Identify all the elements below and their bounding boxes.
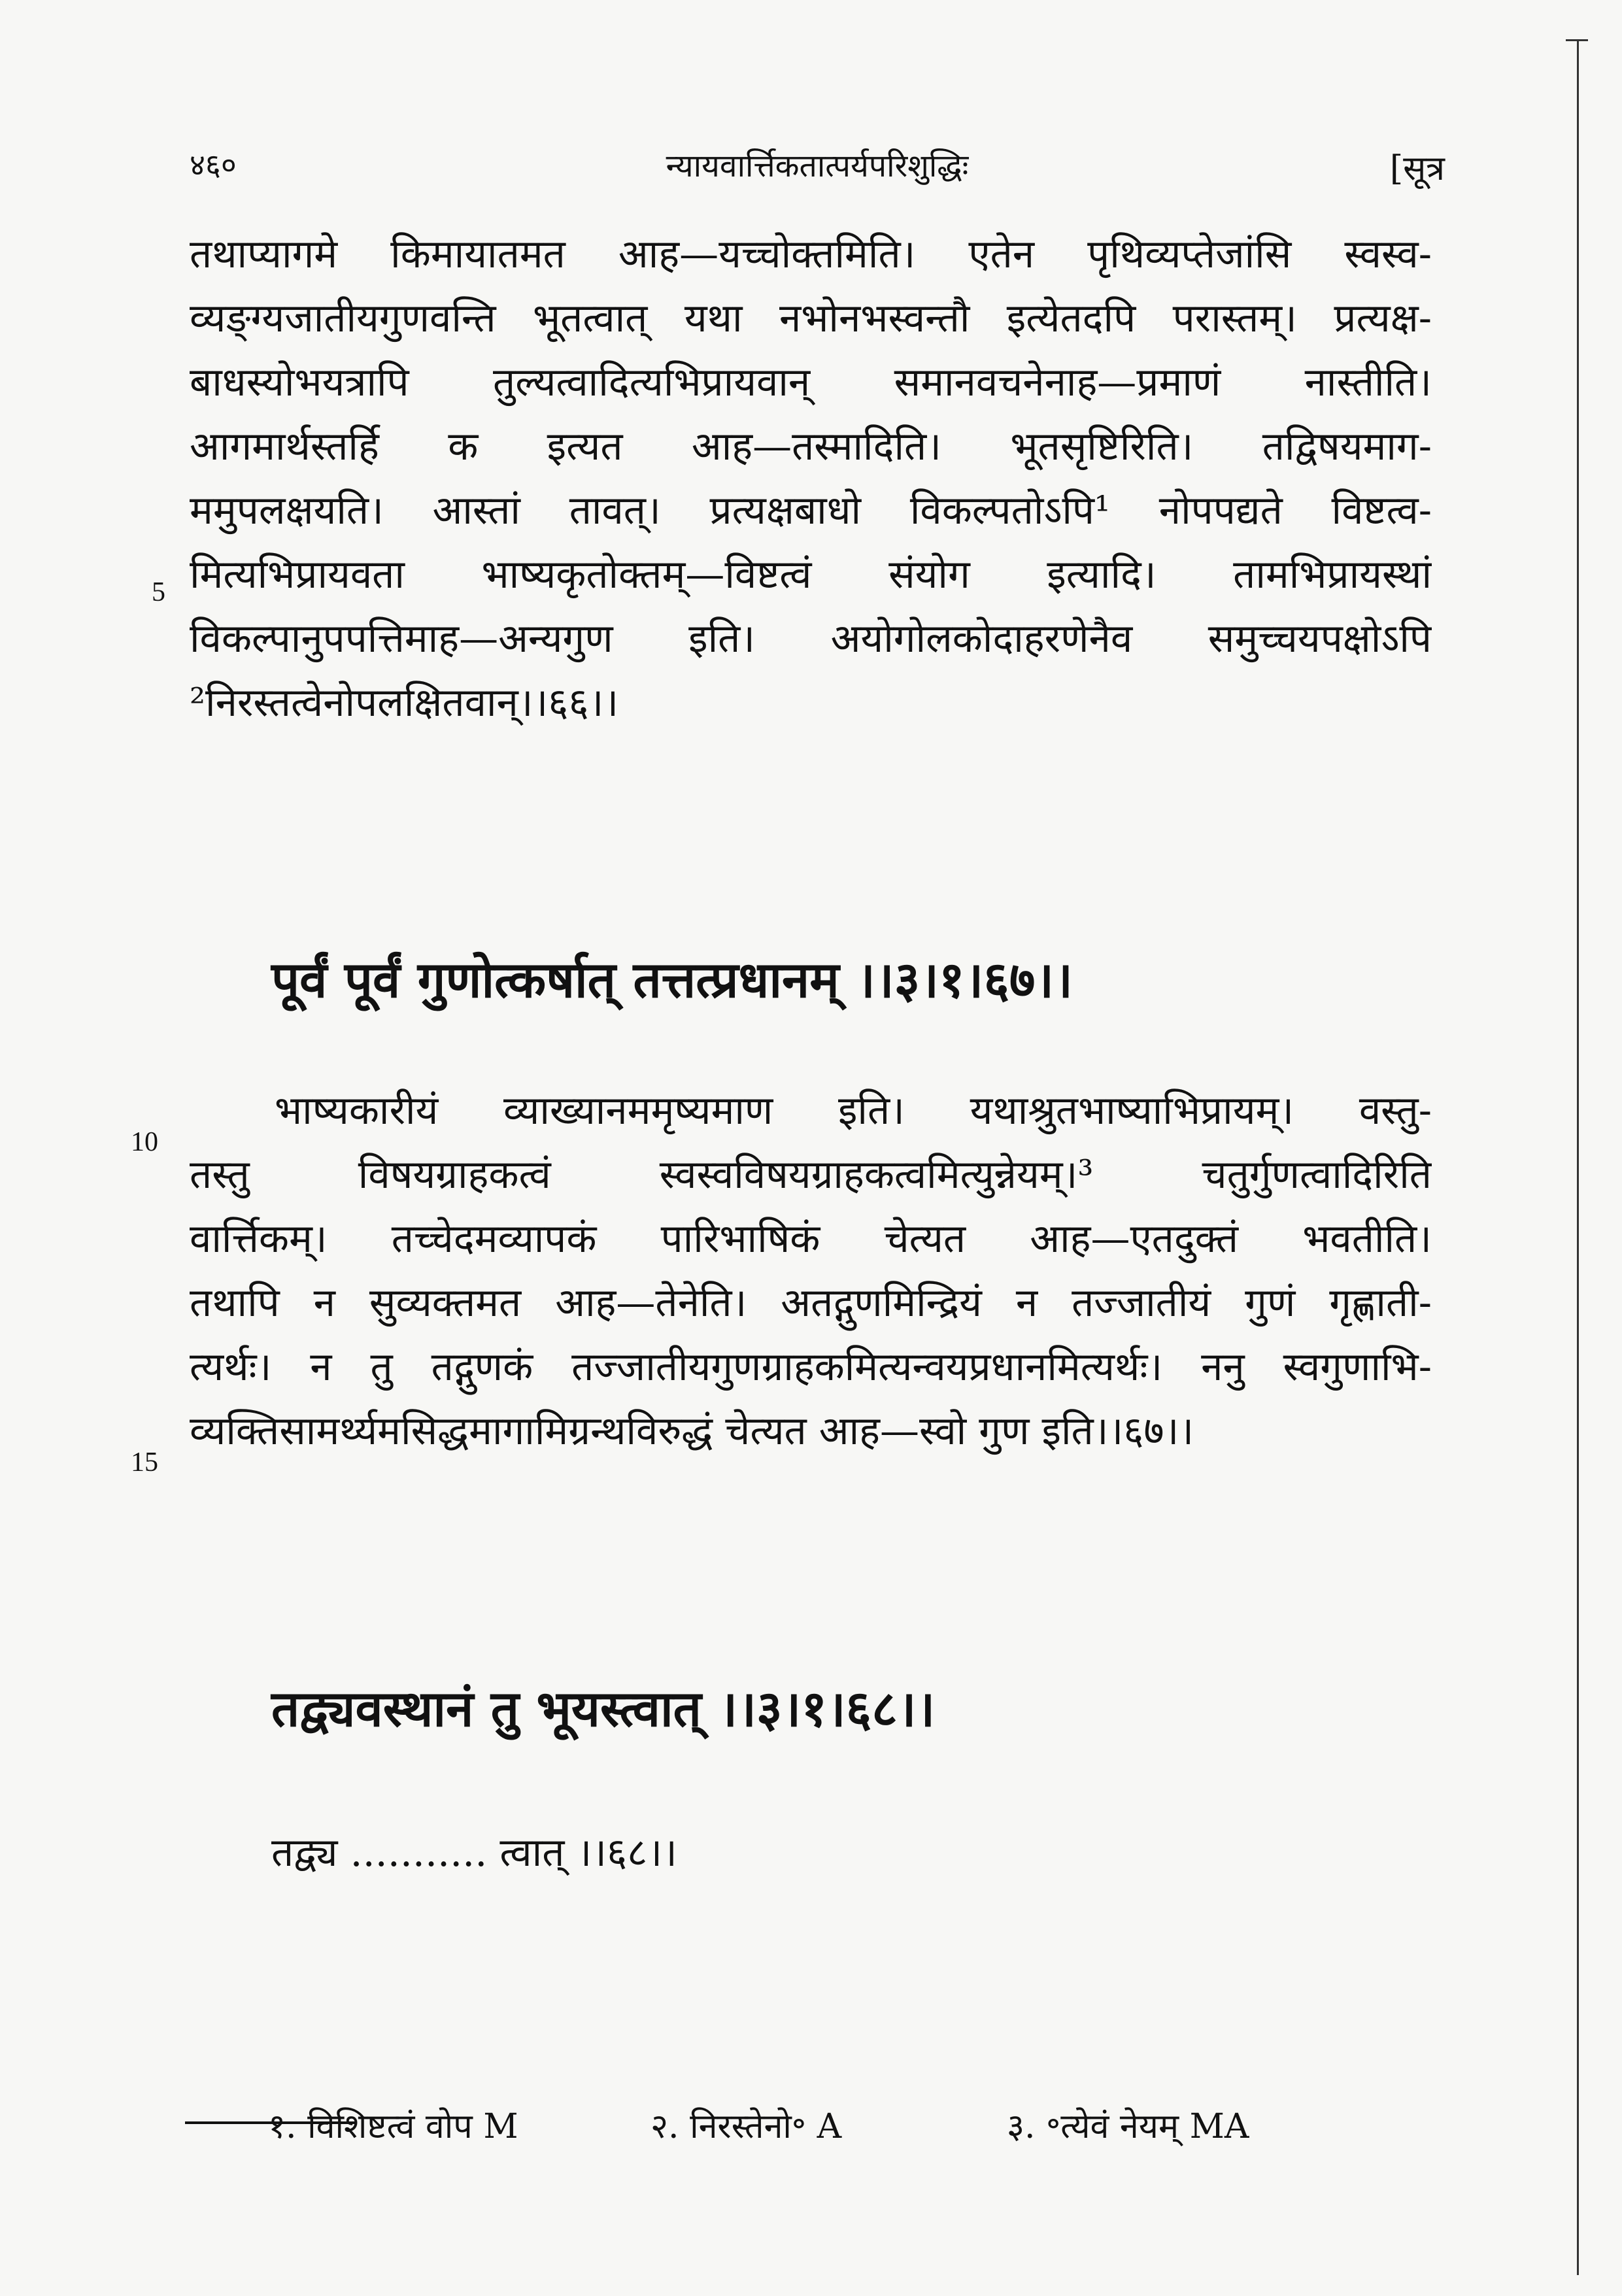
scan-margin-line — [1577, 39, 1579, 2275]
text-line: ममुपलक्षयति। आस्तां तावत्। प्रत्यक्षबाधो विकल्पतोऽपि¹ नोपपद्यते विष्टत्व- — [190, 488, 1432, 533]
text-line: ²निरस्तत्वेनोपलक्षितवान्।।६६।। — [190, 680, 619, 726]
text-line: भाष्यकारीयं व्याख्यानममृष्यमाण इति। यथाश्रुतभाष्याभिप्रायम्। वस्तु- — [275, 1088, 1432, 1134]
footnote-1: १. विशिष्टत्वं वोप M — [268, 2107, 518, 2146]
page-header — [190, 144, 1445, 196]
section-label: [सूत्र — [1389, 149, 1445, 188]
line-number-15: 15 — [131, 1447, 158, 1477]
sutra-68-heading: तद्व्यवस्थानं तु भूयस्त्वात् ।।३।१।६८।। — [271, 1680, 936, 1738]
footnote-3: ३. ॰त्येवं नेयम् MA — [1007, 2107, 1249, 2146]
text-line: व्यक्तिसामर्थ्यमसिद्धमागामिग्रन्थविरुद्धं चेत्यत आह—स्वो गुण इति।।६७।। — [190, 1408, 1194, 1454]
text-line: बाधस्योभयत्रापि तुल्यत्वादित्यभिप्रायवान् समानवचनेनाह—प्रमाणं नास्तीति। — [190, 360, 1432, 405]
page-number: ४६० — [190, 147, 237, 182]
line-number-5: 5 — [152, 577, 165, 607]
text-line: आगमार्थस्तर्हि क इत्यत आह—तस्मादिति। भूतसृष्टिरिति। तद्विषयमाग- — [190, 424, 1432, 469]
commentary-paragraph-67 — [190, 1079, 1432, 1463]
footnote-2: २. निरस्तेनो॰ A — [650, 2107, 842, 2146]
scan-margin-tick — [1566, 39, 1588, 41]
running-title: न्यायवार्त्तिकतात्पर्यपरिशुद्धिः — [666, 148, 969, 184]
text-line: वार्त्तिकम्। तच्चेदमव्यापकं पारिभाषिकं चेत्यत आह—एतदुक्तं भवतीति। — [190, 1216, 1432, 1262]
sutra-68-pratika: तद्व्य ........... त्वात् ।।६८।। — [271, 1830, 677, 1876]
text-line: व्यङ्ग्यजातीयगुणवन्ति भूतत्वात् यथा नभोनभस्वन्तौ इत्येतदपि परास्तम्। प्रत्यक्ष- — [190, 295, 1432, 341]
sutra-67-heading: पूर्वं पूर्वं गुणोत्कर्षात् तत्तत्प्रधानम् ।।३।१।६७।। — [271, 951, 1073, 1009]
line-number-10: 10 — [131, 1127, 158, 1157]
text-line: मित्यभिप्रायवता भाष्यकृतोक्तम्—विष्टत्वं संयोग इत्यादि। तामभिप्रायस्थां — [190, 552, 1432, 598]
text-line: त्यर्थः। न तु तद्गुणकं तज्जातीयगुणग्राहकमित्यन्वयप्रधानमित्यर्थः। ननु स्वगुणाभि- — [190, 1344, 1432, 1390]
text-line: तथाप्यागमे किमायातमत आह—यच्चोक्तमिति। एतेन पृथिव्यप्तेजांसि स्वस्व- — [190, 231, 1432, 277]
text-line: विकल्पानुपपत्तिमाह—अन्यगुण इति। अयोगोलकोदाहरणेनैव समुच्चयपक्षोऽपि — [190, 616, 1432, 662]
commentary-paragraph-66 — [190, 222, 1432, 735]
text-line: तस्तु विषयग्राहकत्वं स्वस्वविषयग्राहकत्वमित्युन्नेयम्।³ चतुर्गुणत्वादिरिति — [190, 1152, 1432, 1198]
text-line: तथापि न सुव्यक्तमत आह—तेनेति। अतद्गुणमिन्द्रियं न तज्जातीयं गुणं गृह्णाती- — [190, 1280, 1432, 1326]
